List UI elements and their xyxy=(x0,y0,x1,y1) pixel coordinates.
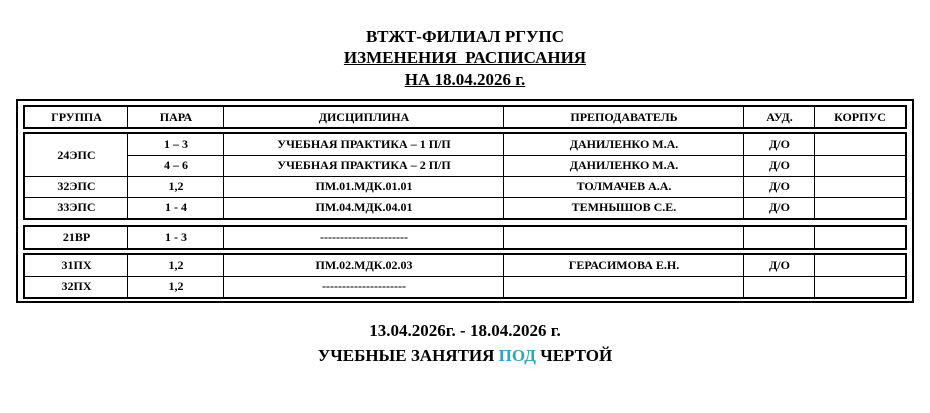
footer-note-prefix: УЧЕБНЫЕ ЗАНЯТИЯ xyxy=(317,346,499,365)
org-name: ВТЖТ-ФИЛИАЛ РГУПС xyxy=(365,27,565,46)
table-header xyxy=(23,105,907,129)
aud-cell: Д/О xyxy=(769,137,790,151)
aud-cell xyxy=(744,276,815,297)
para-cell: 1 – 3 xyxy=(164,137,188,151)
aud-cell: Д/О xyxy=(769,179,790,193)
aud-cell xyxy=(744,227,815,248)
col-header-teacher: ПРЕПОДАВАТЕЛЬ xyxy=(570,109,678,124)
row-divider xyxy=(25,276,905,277)
col-header-group: ГРУППА xyxy=(51,109,102,124)
col-header-aud: АУД. xyxy=(766,109,793,124)
korpus-cell xyxy=(815,227,905,248)
footer-note xyxy=(0,345,930,367)
discipline-cell: ПМ.02.МДК.02.03 xyxy=(315,258,413,272)
para-cell: 1 - 3 xyxy=(165,230,187,244)
para-cell: 1,2 xyxy=(168,258,184,272)
korpus-cell xyxy=(815,134,905,155)
korpus-cell xyxy=(815,255,905,276)
aud-cell: Д/О xyxy=(769,258,790,272)
col-header-para: ПАРА xyxy=(159,109,193,124)
para-cell: 1,2 xyxy=(168,279,184,293)
table-block-vr xyxy=(23,225,907,250)
footer-note-accent: ПОД xyxy=(498,346,536,365)
schedule-date: НА 18.04.2026 г. xyxy=(404,70,526,89)
para-cell: 1 - 4 xyxy=(165,200,187,214)
group-cell: 31ПХ xyxy=(61,258,92,272)
teacher-cell: ТЕМНЫШОВ С.Е. xyxy=(571,200,677,214)
teacher-cell: ДАНИЛЕНКО М.А. xyxy=(569,158,679,172)
table-block-eps xyxy=(23,132,907,220)
korpus-cell xyxy=(815,176,905,197)
aud-cell: Д/О xyxy=(769,158,790,172)
discipline-cell: ПМ.01.МДК.01.01 xyxy=(315,179,413,193)
period-text: 13.04.2026г. - 18.04.2026 г. xyxy=(369,321,561,340)
teacher-cell xyxy=(504,227,744,248)
discipline-cell: ---------------------- xyxy=(320,230,408,244)
para-cell: 1,2 xyxy=(168,179,184,193)
korpus-cell xyxy=(815,197,905,218)
discipline-cell: --------------------- xyxy=(322,279,406,293)
row-divider xyxy=(25,176,905,177)
row-divider xyxy=(128,155,905,156)
teacher-cell xyxy=(504,276,744,297)
page-title: ИЗМЕНЕНИЯ РАСПИСАНИЯ xyxy=(343,48,587,67)
aud-cell: Д/О xyxy=(769,200,790,214)
group-cell: 32ЭПС xyxy=(57,179,96,193)
discipline-cell: УЧЕБНАЯ ПРАКТИКА – 1 П/П xyxy=(277,137,451,151)
teacher-cell: ГЕРАСИМОВА Е.Н. xyxy=(568,258,680,272)
col-header-korpus: КОРПУС xyxy=(834,109,886,124)
row-divider xyxy=(25,197,905,198)
teacher-cell: ТОЛМАЧЕВ А.А. xyxy=(576,179,672,193)
group-cell: 32ПХ xyxy=(61,279,92,293)
schedule-table xyxy=(16,99,914,303)
para-cell: 4 – 6 xyxy=(164,158,188,172)
korpus-cell xyxy=(815,155,905,176)
footer-note-suffix: ЧЕРТОЙ xyxy=(535,346,613,365)
group-cell: 33ЭПС xyxy=(57,200,96,214)
discipline-cell: УЧЕБНАЯ ПРАКТИКА – 2 П/П xyxy=(277,158,451,172)
discipline-cell: ПМ.04.МДК.04.01 xyxy=(315,200,413,214)
group-cell: 24ЭПС xyxy=(57,147,96,162)
teacher-cell: ДАНИЛЕНКО М.А. xyxy=(569,137,679,151)
group-cell: 21ВР xyxy=(62,230,91,244)
table-block-ph xyxy=(23,253,907,299)
korpus-cell xyxy=(815,276,905,297)
col-header-discipline: ДИСЦИПЛИНА xyxy=(318,109,410,124)
